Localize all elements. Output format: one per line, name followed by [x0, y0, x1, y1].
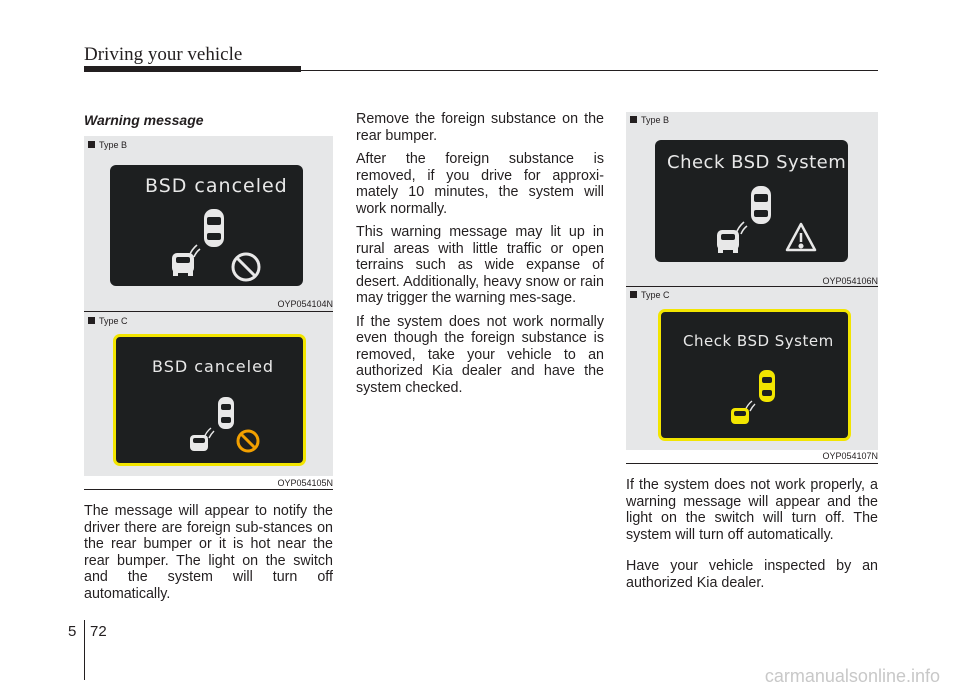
type-b-label: Type B	[630, 115, 669, 125]
screen-message: BSD canceled	[152, 357, 275, 376]
cluster-screen-type-c	[658, 309, 851, 441]
watermark: carmanualsonline.info	[764, 666, 940, 686]
page-number: 72	[90, 623, 107, 640]
footer-divider	[84, 620, 85, 680]
cluster-screen-type-c	[113, 334, 306, 466]
figure-divider	[84, 489, 333, 490]
screen-message: Check BSD System	[667, 152, 847, 173]
figure-code: OYP054105N	[277, 478, 333, 488]
body-paragraph: After the foreign substance is removed, if you drive for approxi-mately 10 minutes, the system will work normally.	[356, 151, 604, 217]
figure-code: OYP054106N	[822, 276, 878, 286]
check-bsd-graphic	[713, 184, 843, 260]
bsd-canceled-graphic	[186, 395, 296, 459]
warning-triangle-icon	[787, 224, 815, 250]
prohibited-icon	[233, 254, 259, 280]
car-front-icon	[731, 408, 749, 424]
header-bar	[84, 66, 301, 72]
car-top-icon	[759, 370, 775, 402]
cluster-screen-type-b	[655, 140, 848, 262]
screen-message: BSD canceled	[145, 175, 288, 197]
figure-divider	[626, 463, 878, 464]
screen-message: Check BSD System	[683, 332, 834, 350]
section-heading: Warning message	[84, 112, 204, 128]
cluster-screen-type-b	[110, 165, 303, 286]
body-paragraph: Have your vehicle inspected by an authorized Kia dealer.	[626, 558, 878, 591]
car-front-icon	[190, 435, 208, 451]
type-b-label: Type B	[88, 140, 127, 150]
figure-code: OYP054104N	[277, 299, 333, 309]
bsd-canceled-graphic	[170, 205, 300, 285]
car-front-icon	[717, 230, 739, 253]
car-top-icon	[751, 186, 771, 224]
car-top-icon	[218, 397, 234, 429]
body-paragraph: The message will appear to notify the driver there are foreign sub-stances on the rear bumper or it is hot near the rear bumper. The light on the switch and the system will turn off automatically.	[84, 503, 333, 602]
body-paragraph: This warning message may lit up in rural areas with little traffic or open terrains such as wide expanse of desert. Additionally, heavy snow or rain may trigger the warning mes-sage.	[356, 224, 604, 306]
body-paragraph: If the system does not work properly, a warning message will appear and the light on the switch will turn off. The system will turn off automatically.	[626, 477, 878, 543]
car-front-icon	[172, 253, 194, 276]
body-paragraph: If the system does not work normally even though the foreign substance is removed, take your vehicle to an authorized Kia dealer and have the system checked.	[356, 313, 604, 396]
figure-code: OYP054107N	[822, 451, 878, 461]
chapter-number: 5	[68, 623, 77, 640]
page-header-title: Driving your vehicle	[84, 44, 243, 65]
prohibited-icon	[238, 431, 258, 451]
check-bsd-graphic	[727, 368, 787, 434]
type-c-label: Type C	[88, 316, 128, 326]
type-c-label: Type C	[630, 290, 670, 300]
car-top-icon	[204, 209, 224, 247]
body-paragraph: Remove the foreign substance on the rear bumper.	[356, 111, 604, 144]
middle-text-block	[356, 111, 604, 403]
header-rule	[301, 70, 878, 71]
